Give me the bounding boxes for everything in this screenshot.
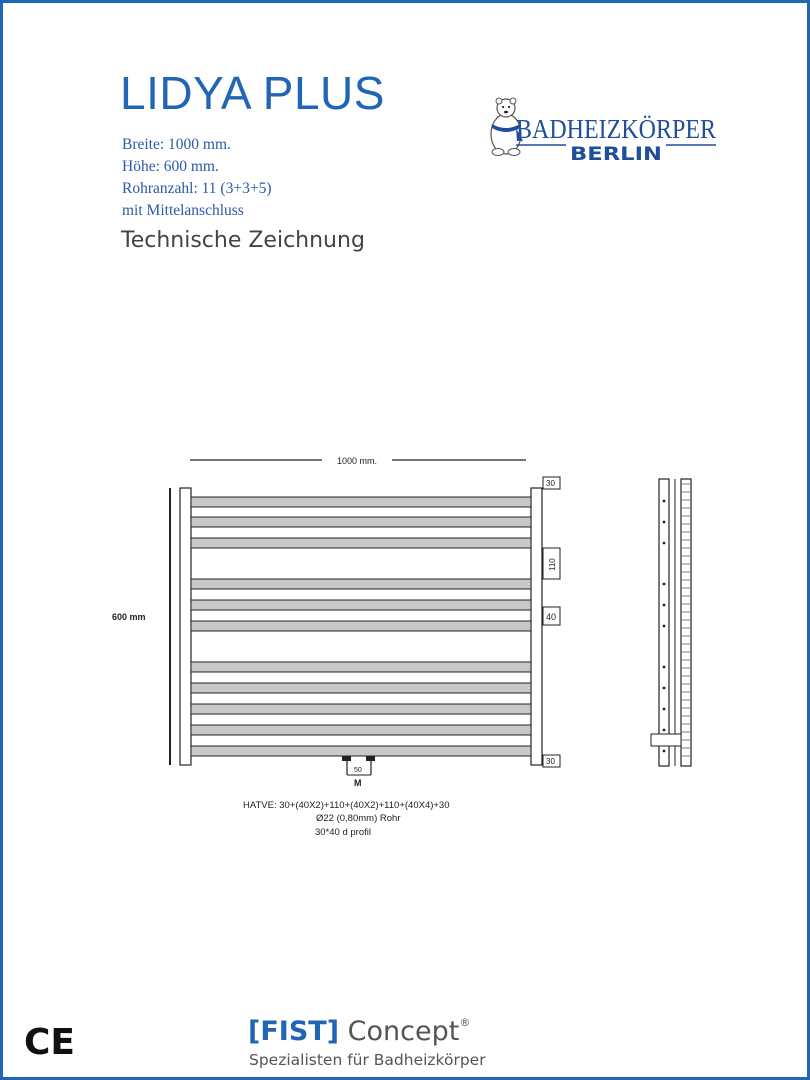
tube-group-2 <box>191 579 531 631</box>
side-bolt-mark <box>663 625 666 628</box>
dim-connection: 50 <box>354 767 362 774</box>
section-subtitle: Technische Zeichnung <box>121 228 365 253</box>
tube-diameter-value: Ø22 (0,80mm) <box>316 813 378 824</box>
spec-connection: mit Mittelanschluss <box>122 202 244 219</box>
side-bolt-mark <box>663 500 666 503</box>
side-bolt-mark <box>663 542 666 545</box>
registered-mark: ® <box>459 1016 471 1029</box>
tube-group-1 <box>191 497 531 548</box>
side-bolt-mark <box>663 750 666 753</box>
brand-word: Concept <box>347 1016 460 1047</box>
tube-spacing-note: HATVE: 30+(40X2)+110+(40X2)+110+(40X4)+30 <box>243 800 450 811</box>
profile-note: 30*40 d profil <box>315 827 371 838</box>
product-title: LIDYA PLUS <box>120 67 385 119</box>
side-bolt-mark <box>663 708 666 711</box>
brand-tagline: Spezialisten für Badheizkörper <box>249 1051 486 1069</box>
side-bolt-mark <box>663 687 666 690</box>
side-bolt-mark <box>663 729 666 732</box>
width-dimension-label: 1000 mm. <box>336 456 378 466</box>
height-dimension-label: 600 mm <box>112 612 146 622</box>
side-bolt-mark <box>663 583 666 586</box>
spec-tube-count: Rohranzahl: 11 (3+3+5) <box>122 180 272 197</box>
spec-height: Höhe: 600 mm. <box>122 158 219 175</box>
tube-group-3 <box>191 662 531 756</box>
dim-gap: 110 <box>548 558 557 571</box>
dim-bottom: 30 <box>546 757 555 766</box>
tube-word: Rohr <box>379 813 401 824</box>
brand-logo <box>486 94 718 166</box>
tube-diameter-note <box>316 813 400 824</box>
side-bolt-mark <box>663 521 666 524</box>
logo-wordmark: BADHEIZKÖRPER <box>516 114 716 144</box>
side-bolt-mark <box>663 604 666 607</box>
spec-width: Breite: 1000 mm. <box>122 136 231 153</box>
logo-city: BERLIN <box>570 143 662 165</box>
side-bolt-mark <box>663 666 666 669</box>
connection-mark: M <box>354 778 362 788</box>
side-view <box>651 479 691 766</box>
dim-pitch: 40 <box>546 612 557 622</box>
brand-bracket: [FIST] <box>248 1016 340 1047</box>
fist-concept-logo <box>248 1016 470 1047</box>
ce-mark: CE <box>24 1022 76 1063</box>
left-post <box>180 488 191 765</box>
right-post <box>531 488 542 765</box>
dim-top: 30 <box>546 479 555 488</box>
